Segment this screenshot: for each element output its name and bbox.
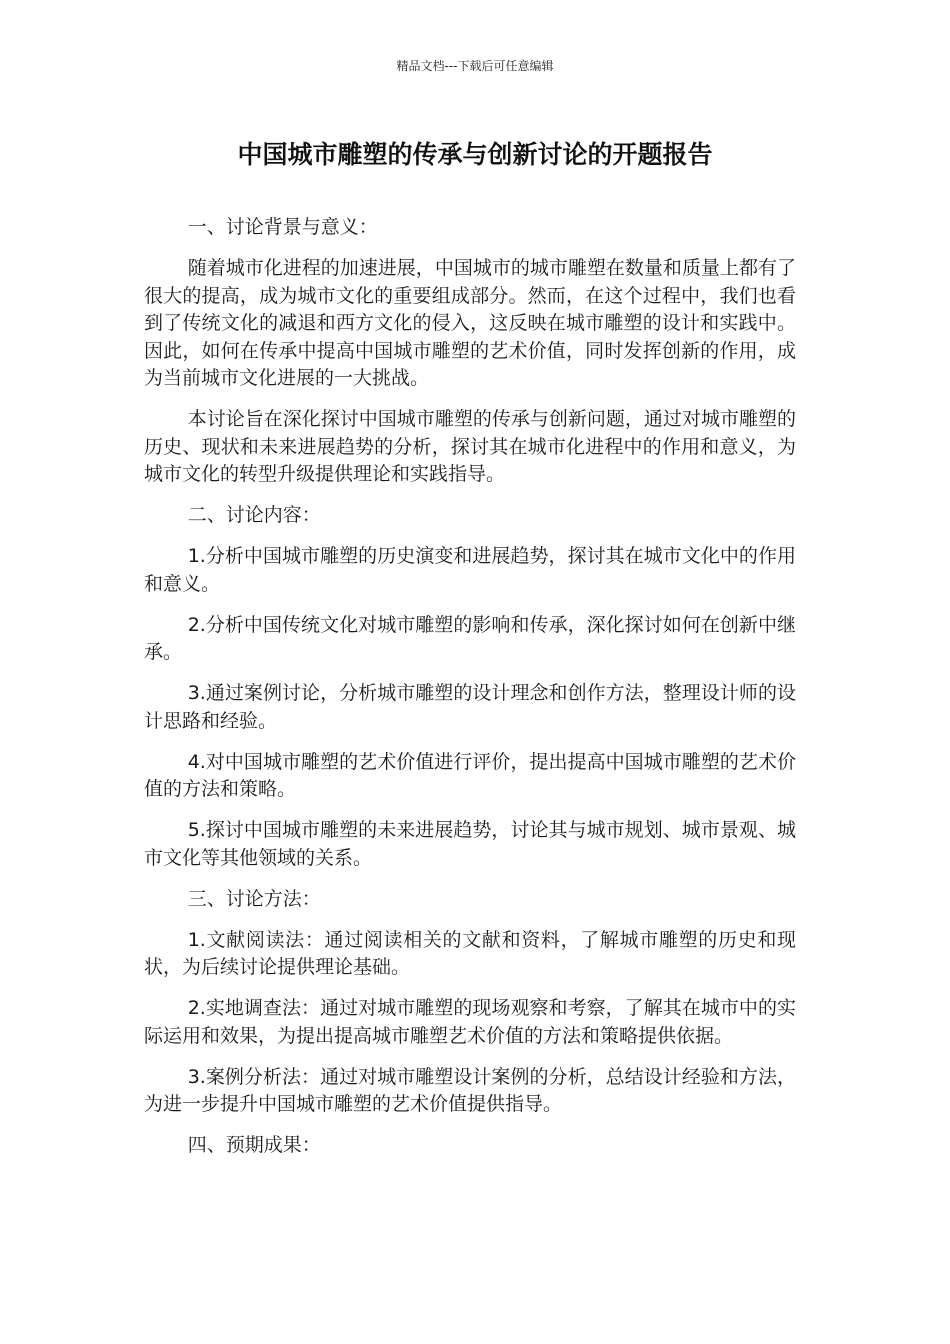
- paragraph: 随着城市化进程的加速进展，中国城市的城市雕塑在数量和质量上都有了很大的提高，成为城市文化的重要组成部分。然而，在这个过程中，我们也看到了传统文化的减退和西方文化的侵入，这反映在城市雕塑的设计和实践中。因此，如何在传承中提高中国城市雕塑的艺术价值，同时发挥创新的作用，成为当前城市文化进展的一大挑战。: [144, 257, 796, 389]
- section-heading-content: 二、讨论内容：: [187, 504, 321, 526]
- list-item: 2.分析中国传统文化对城市雕塑的影响和传承，深化探讨如何在创新中继承。: [144, 613, 796, 663]
- section-heading-methods: 三、讨论方法：: [187, 887, 321, 910]
- list-item: 3.案例分析法：通过对城市雕塑设计案例的分析，总结设计经验和方法，为进一步提升中国城市雕塑的艺术价值提供指导。: [144, 1065, 796, 1115]
- list-item: 5.探讨中国城市雕塑的未来进展趋势，讨论其与城市规划、城市景观、城市文化等其他领域的关系。: [144, 819, 796, 869]
- document-body: [144, 214, 796, 1173]
- list-item: 1.文献阅读法：通过阅读相关的文献和资料，了解城市雕塑的历史和现状，为后续讨论提供理论基础。: [144, 928, 796, 978]
- section-heading-background: 一、讨论背景与意义：: [187, 216, 378, 238]
- section-heading-expected-results: 四、预期成果：: [187, 1134, 321, 1156]
- page-header: 精品文档---下载后可任意编辑: [396, 59, 554, 73]
- list-item: 2.实地调查法：通过对城市雕塑的现场观察和考察，了解其在城市中的实际运用和效果，为提出提高城市雕塑艺术价值的方法和策略提供依据。: [144, 997, 796, 1047]
- list-item: 1.分析中国城市雕塑的历史演变和进展趋势，探讨其在城市文化中的作用和意义。: [144, 545, 796, 595]
- paragraph: 本讨论旨在深化探讨中国城市雕塑的传承与创新问题，通过对城市雕塑的历史、现状和未来进展趋势的分析，探讨其在城市化进程中的作用和意义，为城市文化的转型升级提供理论和实践指导。: [144, 408, 796, 485]
- list-item: 3.通过案例讨论，分析城市雕塑的设计理念和创作方法，整理设计师的设计思路和经验。: [144, 682, 796, 732]
- document-title: 中国城市雕塑的传承与创新讨论的开题报告: [237, 140, 713, 169]
- list-item: 4.对中国城市雕塑的艺术价值进行评价，提出提高中国城市雕塑的艺术价值的方法和策略。: [144, 750, 796, 800]
